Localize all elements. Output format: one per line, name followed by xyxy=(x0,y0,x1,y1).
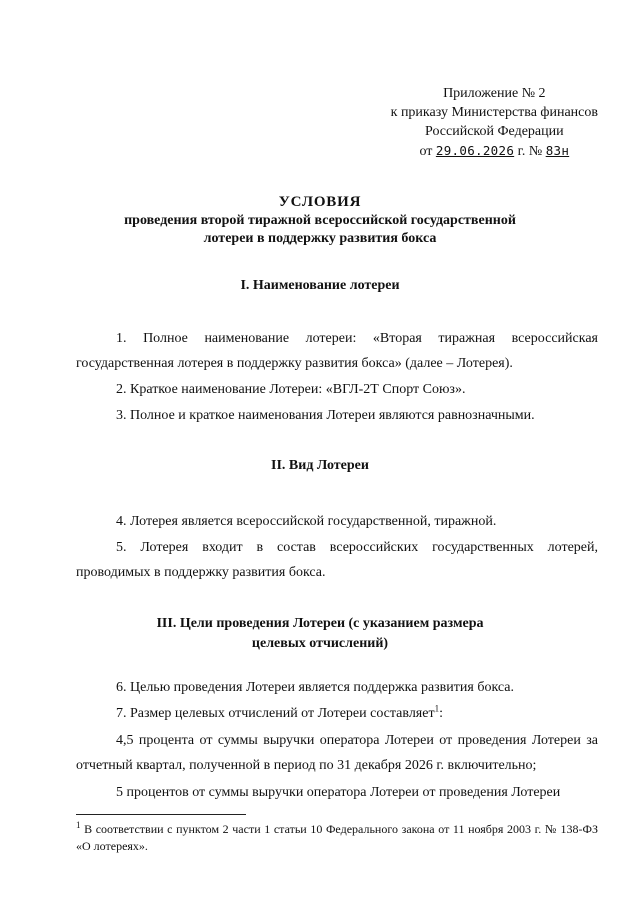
order-date-line xyxy=(391,141,598,161)
section-heading-2: II. Вид Лотереи xyxy=(271,458,369,473)
paragraph-4: 4. Лотерея является всероссийской государственной, тиражной. xyxy=(116,514,497,529)
section-heading-3-line-1: III. Цели проведения Лотереи (с указанием размера xyxy=(156,616,484,631)
footnote-mark: 1 xyxy=(76,820,81,830)
issuer-name: Российской Федерации xyxy=(425,124,564,139)
title-line-2: проведения второй тиражной всероссийской государственной xyxy=(124,213,516,228)
order-date: 29.06.2026 xyxy=(435,143,515,158)
paragraph-9: 5 процентов от суммы выручки оператора Лотереи от проведения Лотереи xyxy=(116,785,561,800)
appendix-label: Приложение № 2 xyxy=(443,86,546,101)
footnote-divider xyxy=(76,814,246,815)
paragraph-6: 6. Целью проведения Лотереи является поддержка развития бокса. xyxy=(116,680,515,695)
footnote-ref: 1 xyxy=(434,703,440,714)
title-line-3: лотереи в поддержку развития бокса xyxy=(203,231,437,246)
order-reference: к приказу Министерства финансов xyxy=(390,105,598,120)
paragraph-2: 2. Краткое наименование Лотереи: «ВГЛ-2Т Спорт Союз». xyxy=(116,382,466,397)
section-heading-3-line-2: целевых отчислений) xyxy=(251,636,389,651)
order-number: 83н xyxy=(545,143,570,158)
paragraph-1: 1. Полное наименование лотереи: «Вторая тиражная всероссийская государственная лотерея в поддержку развития бокса» (далее – Лотерея). xyxy=(76,331,598,371)
paragraph-7: 7. Размер целевых отчислений от Лотереи составляет$^1$: xyxy=(116,703,443,721)
paragraph-5: 5. Лотерея входит в состав всероссийских государственных лотерей, проводимых в поддержку развития бокса. xyxy=(76,540,598,580)
number-prefix: г. № xyxy=(517,144,543,159)
document-title xyxy=(0,192,640,248)
paragraph-8: 4,5 процента от суммы выручки оператора Лотереи от проведения Лотереи за отчетный квартал, полученной в период по 31 декабря 2026 г. включительно; xyxy=(76,733,598,773)
title-main: УСЛОВИЯ xyxy=(278,194,362,210)
date-prefix: от xyxy=(419,144,433,159)
footnote-text: В соответствии с пунктом 2 части 1 статьи 10 Федерального закона от 11 ноября 2003 г. № 138-ФЗ «О лотереях». xyxy=(76,822,598,853)
section-heading-1: I. Наименование лотереи xyxy=(240,278,400,293)
approval-header xyxy=(391,84,598,161)
section-heading-3 xyxy=(0,614,640,654)
paragraph-3: 3. Полное и краткое наименования Лотереи являются равнозначными. xyxy=(116,408,535,423)
footnote xyxy=(76,821,598,855)
